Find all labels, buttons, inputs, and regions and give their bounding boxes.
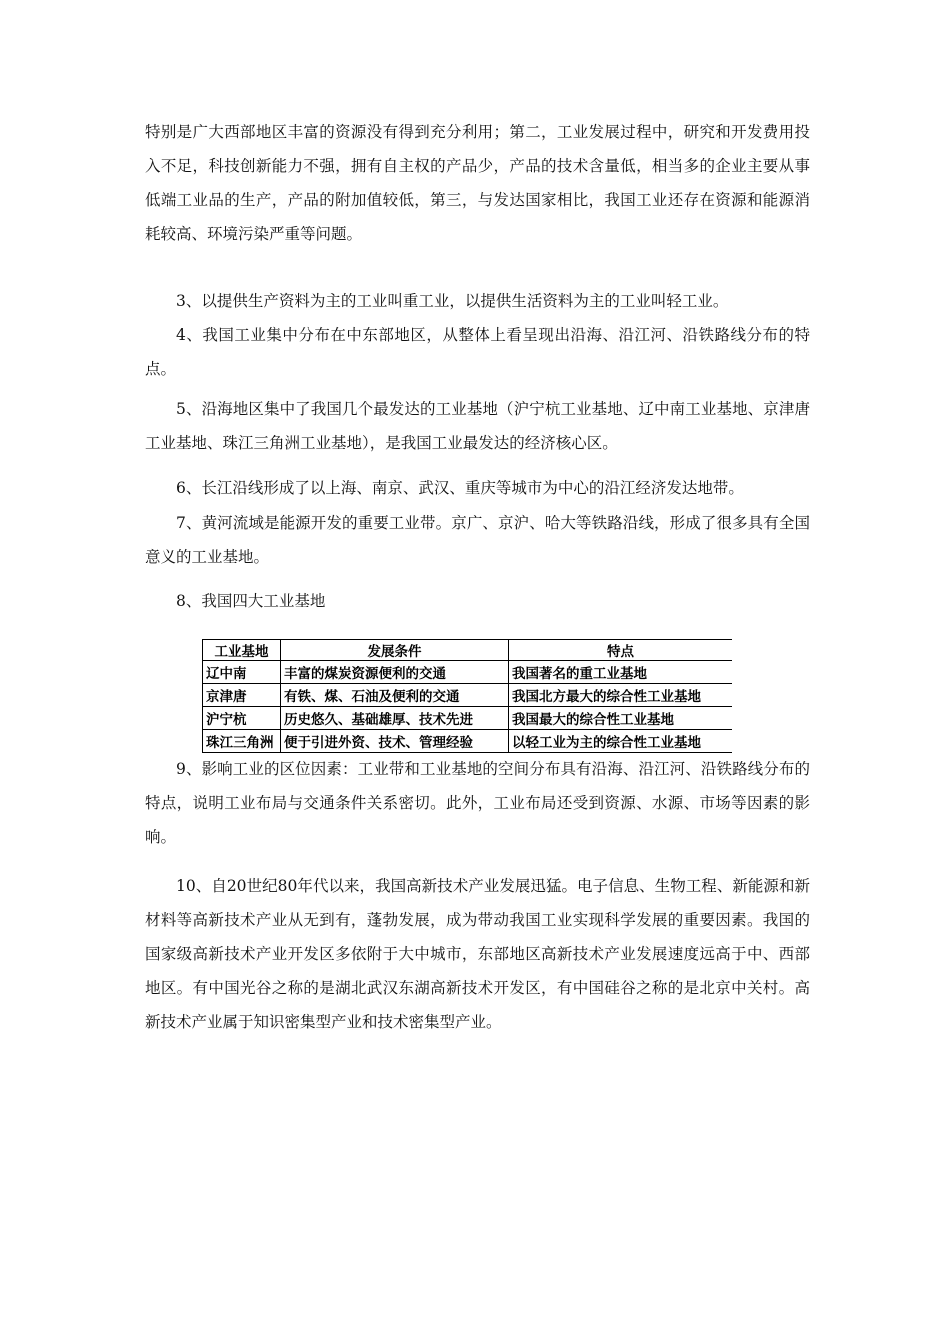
header-base: 工业基地 — [203, 640, 281, 661]
header-features: 特点 — [509, 640, 733, 661]
paragraph-3: 3、以提供生产资料为主的工业叫重工业，以提供生活资料为主的工业叫轻工业。 — [176, 292, 729, 310]
table-row — [203, 730, 733, 753]
industrial-bases-table-image — [202, 639, 732, 763]
paragraph-8: 8、我国四大工业基地 — [176, 592, 326, 610]
table-row — [203, 684, 733, 707]
header-conditions: 发展条件 — [281, 640, 509, 661]
cell-base: 辽中南 — [203, 661, 281, 684]
cell-conditions: 便于引进外资、技术、管理经验 — [281, 730, 509, 753]
paragraph-5: 5、沿海地区集中了我国几个最发达的工业基地（沪宁杭工业基地、辽中南工业基地、京津唐工业基地、珠江三角洲工业基地），是我国工业最发达的经济核心区。 — [145, 400, 810, 452]
paragraph-7: 7、黄河流域是能源开发的重要工业带。京广、京沪、哈大等铁路沿线，形成了很多具有全国意义的工业基地。 — [145, 514, 810, 566]
table-row — [203, 707, 733, 730]
table-row — [203, 661, 733, 684]
cell-conditions: 历史悠久、基础雄厚、技术先进 — [281, 707, 509, 730]
paragraph-4: 4、我国工业集中分布在中东部地区，从整体上看呈现出沿海、沿江河、沿铁路线分布的特点。 — [145, 326, 810, 378]
table-header-row — [203, 640, 733, 661]
cell-conditions: 有铁、煤、石油及便利的交通 — [281, 684, 509, 707]
cell-base: 沪宁杭 — [203, 707, 281, 730]
cell-conditions: 丰富的煤炭资源便利的交通 — [281, 661, 509, 684]
industrial-bases-table — [202, 639, 732, 753]
paragraph-6: 6、长江沿线形成了以上海、南京、武汉、重庆等城市为中心的沿江经济发达地带。 — [176, 479, 744, 497]
paragraph-10: 10、自20世纪80年代以来，我国高新技术产业发展迅猛。电子信息、生物工程、新能源和新材料等高新技术产业从无到有，蓬勃发展，成为带动我国工业实现科学发展的重要因素。我国的国家级高新技术产业开发区多依附于大中城市，东部地区高新技术产业发展速度远高于中、西部地区。有中国光谷之称的是湖北武汉东湖高新技术开发区，有中国硅谷之称的是北京中关村。高新技术产业属于知识密集型产业和技术密集型产业。 — [145, 877, 810, 1031]
paragraph-continued: 特别是广大西部地区丰富的资源没有得到充分利用；第二，工业发展过程中，研究和开发费用投入不足，科技创新能力不强，拥有自主权的产品少，产品的技术含量低，相当多的企业主要从事低端工业品的生产，产品的附加值较低，第三，与发达国家相比，我国工业还存在资源和能源消耗较高、环境污染严重等问题。 — [145, 123, 810, 243]
cell-features: 我国北方最大的综合性工业基地 — [509, 684, 733, 707]
cell-base: 珠江三角洲 — [203, 730, 281, 753]
cell-base: 京津唐 — [203, 684, 281, 707]
cell-features: 我国最大的综合性工业基地 — [509, 707, 733, 730]
cell-features: 我国著名的重工业基地 — [509, 661, 733, 684]
cell-features: 以轻工业为主的综合性工业基地 — [509, 730, 733, 753]
paragraph-9: 9、影响工业的区位因素：工业带和工业基地的空间分布具有沿海、沿江河、沿铁路线分布的特点，说明工业布局与交通条件关系密切。此外，工业布局还受到资源、水源、市场等因素的影响。 — [145, 760, 810, 846]
